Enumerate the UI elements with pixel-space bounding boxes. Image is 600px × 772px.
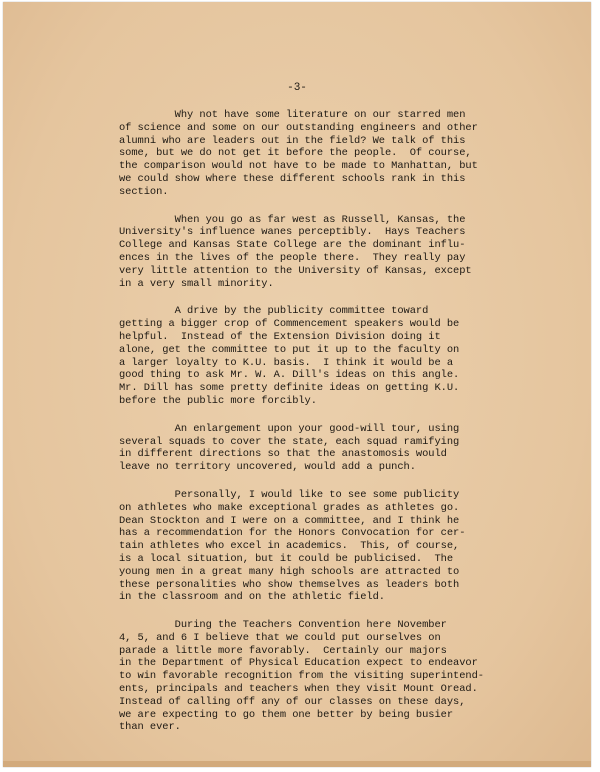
text-line: has a recommendation for the Honors Convocation for cer- bbox=[119, 527, 466, 540]
text-line: Mr. Dill has some pretty definite ideas on getting K.U. bbox=[119, 382, 460, 395]
paragraph-good-will-tour bbox=[119, 423, 539, 474]
page-number: -3- bbox=[287, 82, 307, 94]
text-line: in different directions so that the anastomosis would bbox=[119, 448, 447, 461]
text-line: good thing to ask Mr. W. A. Dill's ideas on this angle. bbox=[119, 369, 460, 382]
paragraph-commencement-speakers bbox=[119, 305, 539, 407]
text-line: During the Teachers Convention here November bbox=[119, 619, 447, 632]
text-line: Personally, I would like to see some publicity bbox=[119, 488, 460, 501]
text-line: University's influence wanes perceptibly. Hays Teachers bbox=[119, 226, 466, 239]
text-line: A drive by the publicity committee toward bbox=[119, 305, 429, 318]
text-line: on athletes who make exceptional grades as athletes go. bbox=[119, 501, 460, 514]
text-line: tain athletes who excel in academics. This, of course, bbox=[119, 540, 460, 553]
text-line: alumni who are leaders out in the field? We talk of this bbox=[119, 134, 466, 147]
text-line: before the public more forcibly. bbox=[119, 394, 317, 407]
text-line: Instead of calling off any of our classes on these days, bbox=[119, 695, 466, 708]
paragraph-athletes-publicity bbox=[119, 489, 539, 604]
text-line: in the Department of Physical Education expect to endeavor bbox=[119, 657, 478, 670]
text-line: College and Kansas State College are the dominant influ- bbox=[119, 239, 466, 252]
text-line: getting a bigger crop of Commencement speakers would be bbox=[119, 318, 460, 331]
text-line: than ever. bbox=[119, 721, 181, 734]
text-line: the comparison would not have to be made to Manhattan, but bbox=[119, 160, 478, 173]
text-line: some, but we do not get it before the people. Of course, bbox=[119, 147, 472, 160]
paragraph-literature bbox=[119, 109, 539, 199]
text-line: Dean Stockton and I were on a committee, and I think he bbox=[119, 514, 460, 527]
text-line: 4, 5, and 6 I believe that we could put ourselves on bbox=[119, 631, 441, 644]
text-line: leave no territory uncovered, would add a punch. bbox=[119, 461, 416, 474]
text-line: of science and some on our outstanding engineers and other bbox=[119, 121, 478, 134]
text-line: is a local situation, but it could be publicised. The bbox=[119, 552, 454, 565]
letter-body bbox=[119, 109, 539, 749]
text-line: helpful. Instead of the Extension Division doing it bbox=[119, 330, 441, 343]
text-line: Why not have some literature on our starred men bbox=[119, 109, 466, 121]
text-line: several squads to cover the state, each squad ramifying bbox=[119, 435, 460, 448]
text-line: alone, get the committee to put it up to the faculty on bbox=[119, 343, 460, 356]
document-page bbox=[3, 2, 591, 767]
text-line: in the classroom and on the athletic field. bbox=[119, 591, 385, 604]
text-line: a larger loyalty to K.U. basis. I think it would be a bbox=[119, 356, 454, 369]
text-line: When you go as far west as Russell, Kansas, the bbox=[119, 213, 466, 226]
text-line: in a very small minority. bbox=[119, 277, 274, 290]
text-line: ents, principals and teachers when they visit Mount Oread. bbox=[119, 683, 478, 696]
text-line: we could show where these different schools rank in this bbox=[119, 172, 466, 185]
text-line: young men in a great many high schools are attracted to bbox=[119, 565, 460, 578]
text-line: An enlargement upon your good-will tour, using bbox=[119, 422, 460, 435]
paragraph-teachers-convention bbox=[119, 619, 539, 734]
text-line: these personalities who show themselves as leaders both bbox=[119, 578, 460, 591]
text-line: section. bbox=[119, 185, 169, 198]
paragraph-russell-kansas bbox=[119, 214, 539, 291]
text-line: we are expecting to go them one better by being busier bbox=[119, 708, 454, 721]
text-line: parade a little more favorably. Certainly our majors bbox=[119, 644, 447, 657]
text-line: to win favorable recognition from the visiting superintend- bbox=[119, 670, 484, 683]
text-line: ences in the lives of the people there. They really pay bbox=[119, 251, 466, 264]
text-line: very little attention to the University of Kansas, except bbox=[119, 264, 472, 277]
